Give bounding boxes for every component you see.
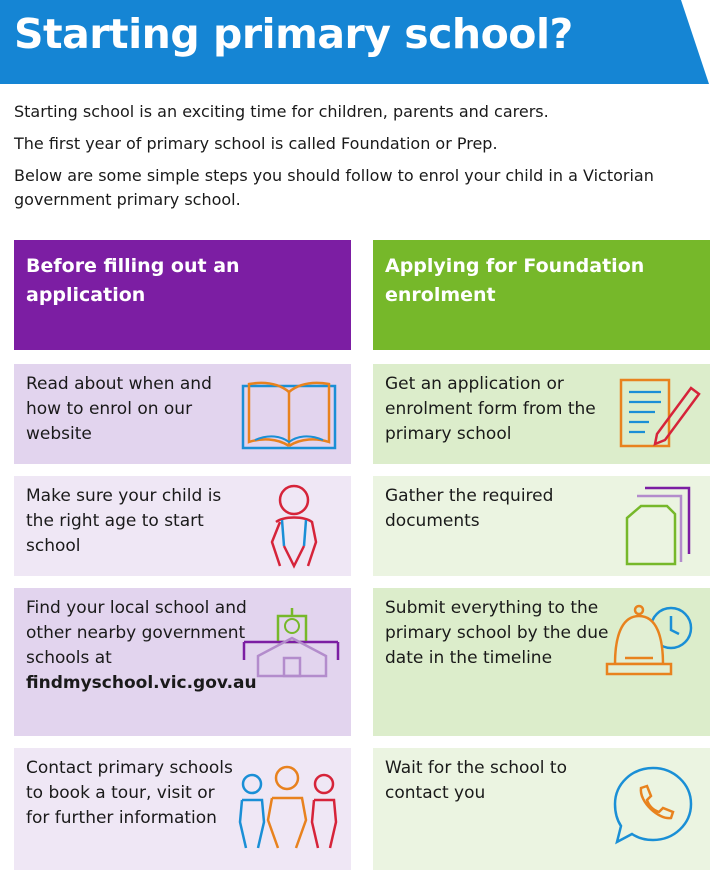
right-column-heading: Applying for Foundation enrolment xyxy=(373,240,710,350)
left-step-1-text: Read about when and how to enrol on our website xyxy=(26,374,212,444)
intro-line-3: Below are some simple steps you should follow to enrol your child in a Victorian government primary school. xyxy=(14,166,654,209)
right-step-3 xyxy=(373,588,710,736)
intro-line-2: The first year of primary school is called Foundation or Prep. xyxy=(14,134,498,153)
right-step-4-text: Wait for the school to contact you xyxy=(385,758,567,803)
left-step-4 xyxy=(14,748,351,870)
children-group-icon xyxy=(232,762,342,852)
right-step-2-text: Gather the required documents xyxy=(385,486,554,531)
intro-line-1: Starting school is an exciting time for children, parents and carers. xyxy=(14,102,549,121)
title-banner xyxy=(0,0,709,84)
left-step-4-text: Contact primary schools to book a tour, visit or for further information xyxy=(26,758,233,828)
right-step-4 xyxy=(373,748,710,870)
child-with-backpack-icon xyxy=(254,482,334,570)
right-step-3-text: Submit everything to the primary school by the due date in the timeline xyxy=(385,598,609,668)
phone-chat-icon xyxy=(611,762,697,848)
left-step-2-text: Make sure your child is the right age to start school xyxy=(26,486,222,556)
right-step-1 xyxy=(373,364,710,464)
right-step-1-text: Get an application or enrolment form from the primary school xyxy=(385,374,596,444)
intro-text xyxy=(14,100,704,220)
left-column-heading: Before filling out an application xyxy=(14,240,351,350)
documents-icon xyxy=(621,484,701,568)
page-title: Starting primary school? xyxy=(14,10,573,58)
left-step-2 xyxy=(14,476,351,576)
left-step-3-text: Find your local school and other nearby government schools at xyxy=(26,598,247,668)
left-step-1 xyxy=(14,364,351,464)
findmyschool-link[interactable]: findmyschool.vic.gov.au xyxy=(26,673,257,693)
form-with-pencil-icon xyxy=(615,374,705,456)
left-step-3 xyxy=(14,588,351,736)
open-book-icon xyxy=(239,372,339,452)
right-step-2 xyxy=(373,476,710,576)
